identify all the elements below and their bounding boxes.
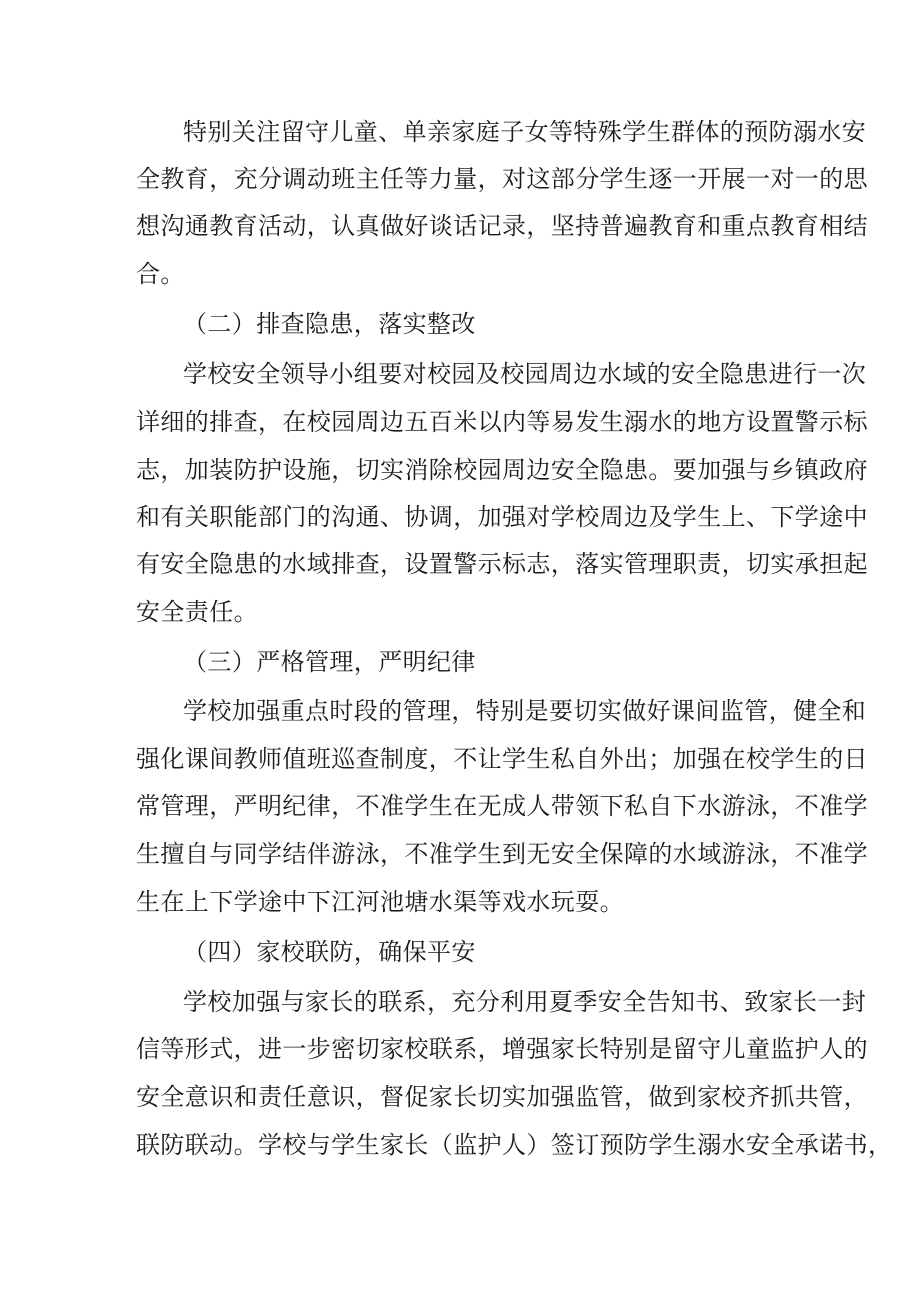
section-heading: （三）严格管理，严明纪律 <box>183 648 476 676</box>
paragraph-line: 特别关注留守儿童、单亲家庭子女等特殊学生群体的预防溺水安 <box>183 118 867 146</box>
paragraph-line: 详细的排查，在校园周边五百米以内等易发生溺水的地方设置警示标 <box>136 408 868 436</box>
paragraph-line: 生在上下学途中下江河池塘水渠等戏水玩耍。 <box>136 888 624 916</box>
paragraph-line: 安全责任。 <box>136 598 258 626</box>
section-heading: （二）排查隐患，落实整改 <box>183 310 476 338</box>
paragraph-line: 和有关职能部门的沟通、协调，加强对学校周边及学生上、下学途中 <box>136 503 868 531</box>
paragraph-line: 信等形式，进一步密切家校联系，增强家长特别是留守儿童监护人的 <box>136 1035 868 1063</box>
paragraph-line: 学校加强重点时段的管理，特别是要切实做好课间监管，健全和 <box>183 697 867 725</box>
paragraph-line: 合。 <box>136 260 185 288</box>
paragraph-line: 学校安全领导小组要对校园及校园周边水域的安全隐患进行一次 <box>183 360 867 388</box>
paragraph-line: 常管理，严明纪律，不准学生在无成人带领下私自下水游泳，不准学 <box>136 792 868 820</box>
paragraph-line: 强化课间教师值班巡查制度，不让学生私自外出；加强在校学生的日 <box>136 745 868 773</box>
paragraph-line: 生擅自与同学结伴游泳，不准学生到无安全保障的水域游泳，不准学 <box>136 840 868 868</box>
paragraph-line: 想沟通教育活动，认真做好谈话记录，坚持普遍教育和重点教育相结 <box>136 212 868 240</box>
paragraph-line: 学校加强与家长的联系，充分利用夏季安全告知书、致家长一封 <box>183 988 867 1016</box>
paragraph-line: 志，加装防护设施，切实消除校园周边安全隐患。要加强与乡镇政府 <box>136 456 868 484</box>
section-heading: （四）家校联防，确保平安 <box>183 938 476 966</box>
paragraph-line: 全教育，充分调动班主任等力量，对这部分学生逐一开展一对一的思 <box>136 165 868 193</box>
paragraph-line: 安全意识和责任意识，督促家长切实加强监管，做到家校齐抓共管， <box>136 1083 868 1111</box>
paragraph-line: 有安全隐患的水域排查，设置警示标志，落实管理职责，切实承担起 <box>136 550 868 578</box>
paragraph-line: 联防联动。学校与学生家长（监护人）签订预防学生溺水安全承诺书， <box>136 1131 893 1159</box>
